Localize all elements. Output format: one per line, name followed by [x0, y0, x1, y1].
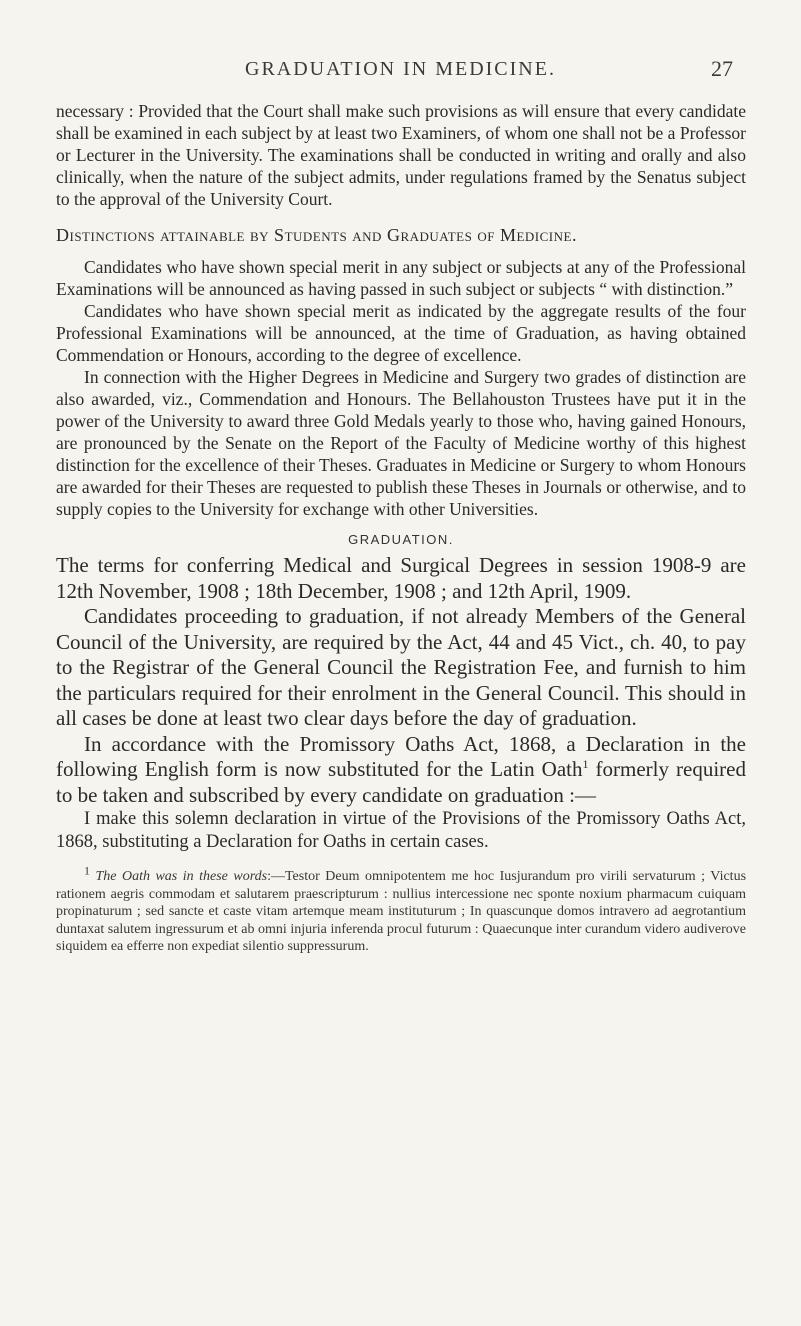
- footnote-text: :—Testor Deum omnipotentem me hoc Iusjurandum pro virili servaturum ; Victus rationem aegris commodam et salutarem praescripturum : nullius intercessione nec sponte noxium pharmacum cuiquam propinaturum ; sed sancte et caste vitam artemque meam instituturum ; In quascunque domos intravero ad aegrotantium duntaxat salutem ingressurum et ab omni injuria inferenda procul futurum : Quaecunque inter curandum videro audiverove siquidem ea efferre non expediat silentio suppressurum.: [56, 869, 747, 954]
- distinctions-heading: Distinctions attainable by Students and Graduates of Medicine.: [56, 225, 577, 245]
- graduation-terms: The terms for conferring Medical and Surgical Degrees in session 1908-9 are 12th November, 1908 ; 18th December, 1908 ; and 12th April, 1909.: [56, 553, 746, 603]
- declaration-paragraph: I make this solemn declaration in virtue of the Provisions of the Promissory Oaths Act, 1868, substituting a Declaration for Oaths in certain cases.: [56, 809, 746, 852]
- distinction-paragraph: In connection with the Higher Degrees in Medicine and Surgery two grades of distinction are also awarded, viz., Commendation and Honours. The Bellahouston Trustees have put it in the power of the University to award three Gold Medals yearly to those who, having gained Honours, are pronounced by the Senate on the Report of the Faculty of Medicine worthy of this highest distinction for the excellence of their Theses. Graduates in Medicine or Surgery to whom Honours are awarded for their Theses are requested to publish these Theses in Journals or otherwise, and to supply copies to the University for exchange with other Universities.: [56, 367, 746, 519]
- distinction-paragraph: Candidates who have shown special merit in any subject or subjects at any of the Professional Examinations will be announced as having passed in such subject or subjects “ with distinction.”: [56, 257, 746, 299]
- distinction-paragraph: Candidates who have shown special merit as indicated by the aggregate results of the four Professional Examinations will be announced, at the time of Graduation, as having obtained Commendation or Honours, according to the degree of excellence.: [56, 301, 746, 365]
- footnote: [56, 863, 747, 956]
- oaths-paragraph: [56, 732, 746, 809]
- page-number: 27: [711, 56, 733, 81]
- footnote-number: 1: [84, 863, 90, 878]
- oaths-text-before: In accordance with the Promissory Oaths Act, 1868, a Declaration in the following English form is now substituted for the Latin Oath: [56, 731, 746, 781]
- paragraph-necessary: necessary : Provided that the Court shall make such provisions as will ensure that every candidate shall be examined in each subject by at least two Examiners, of whom one shall not be a Professor or Lecturer in the University. The examinations shall be conducted in writing and orally and also clinically, when the nature of the subject admits, under regulations framed by the Senatus subject to the approval of the University Court.: [56, 101, 746, 209]
- footnote-title: The Oath was in these words: [95, 869, 268, 884]
- oaths-text-after: formerly required to be taken and subscribed by every candidate on graduation :—: [56, 757, 746, 807]
- graduation-heading: GRADUATION.: [348, 532, 454, 547]
- graduation-candidates: Candidates proceeding to graduation, if not already Members of the General Council of the University, are required by the Act, 44 and 45 Vict., ch. 40, to pay to the Registrar of the General Council the Registration Fee, and furnish to him the particulars required for their enrolment in the General Council. This should in all cases be done at least two clear days before the day of graduation.: [56, 604, 746, 730]
- running-header: GRADUATION IN MEDICINE.: [245, 58, 556, 80]
- footnote-marker: 1: [582, 757, 589, 771]
- page-body: [56, 100, 746, 956]
